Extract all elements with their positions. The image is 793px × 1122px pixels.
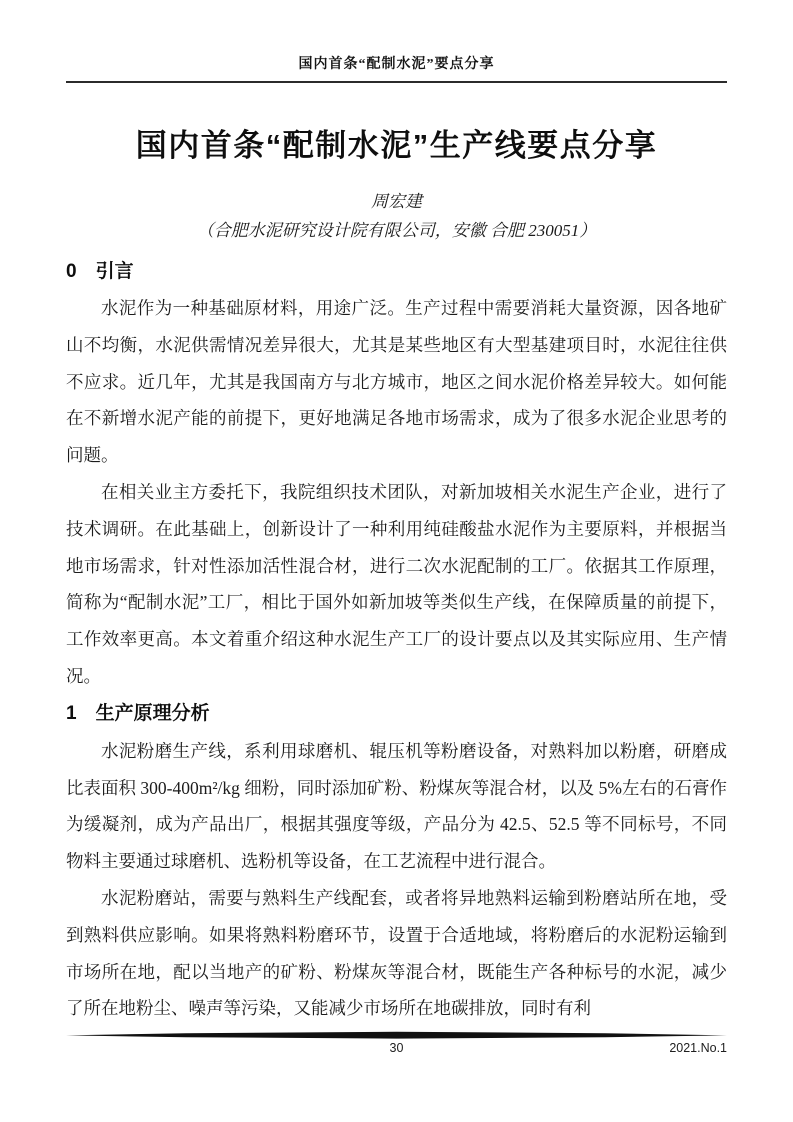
section-heading-introduction: 0 引言	[66, 261, 134, 282]
footer-tapered-rule	[66, 1031, 727, 1039]
page-number: 30	[389, 1041, 404, 1055]
issue-label: 2021.No.1	[669, 1041, 727, 1055]
section-introduction	[66, 259, 727, 695]
section-heading-production-principle: 1 生产原理分析	[66, 702, 210, 724]
author-affiliation: （合肥水泥研究设计院有限公司，安徽 合肥 230051）	[196, 221, 597, 240]
paragraph-intro-2: 在相关业主方委托下，我院组织技术团队，对新加坡相关水泥生产企业，进行了技术调研。在此基础上，创新设计了一种利用纯硅酸盐水泥作为主要原料，并根据当地市场需求，针对性添加活性混合材，进行二次水泥配制的工厂。依据其工作原理，简称为“配制水泥”工厂，相比于国外如新加坡等类似生产线，在保障质量的前提下，工作效率更高。本文着重介绍这种水泥生产工厂的设计要点以及其实际应用、生产情况。	[66, 481, 727, 686]
paragraph-principle-1: 水泥粉磨生产线，系利用球磨机、辊压机等粉磨设备，对熟料加以粉磨，研磨成比表面积 300-400m²/kg 细粉，同时添加矿粉、粉煤灰等混合材，以及 5%左右的石膏作为缓凝剂，成为产品出厂，根据其强度等级，产品分为 42.5、52.5 等不同标号，不同物料主要通过球磨机、选粉机等设备，在工艺流程中进行混合。	[66, 740, 727, 872]
running-title: 国内首条“配制水泥”要点分享	[298, 57, 495, 72]
section-production-principle	[66, 701, 727, 1027]
page-footer	[66, 1031, 727, 1059]
article-title: 国内首条“配制水泥”生产线要点分享	[135, 128, 658, 163]
paragraph-principle-2: 水泥粉磨站，需要与熟料生产线配套，或者将异地熟料运输到粉磨站所在地，受到熟料供应影响。如果将熟料粉磨环节，设置于合适地域，将粉磨后的水泥粉运输到市场所在地，配以当地产的矿粉、粉煤灰等混合材，既能生产各种标号的水泥，减少了所在地粉尘、噪声等污染，又能减少市场所在地碳排放，同时有利	[66, 887, 727, 1019]
page-header	[66, 56, 727, 83]
paragraph-intro-1: 水泥作为一种基础原材料，用途广泛。生产过程中需要消耗大量资源，因各地矿山不均衡，水泥供需情况差异很大，尤其是某些地区有大型基建项目时，水泥往往供不应求。近几年，尤其是我国南方与北方城市，地区之间水泥价格差异较大。如何能在不新增水泥产能的前提下，更好地满足各地市场需求，成为了很多水泥企业思考的问题。	[66, 298, 727, 466]
footer-row	[66, 1041, 727, 1059]
author-name: 周宏建	[371, 192, 422, 211]
header-rule	[66, 81, 727, 83]
